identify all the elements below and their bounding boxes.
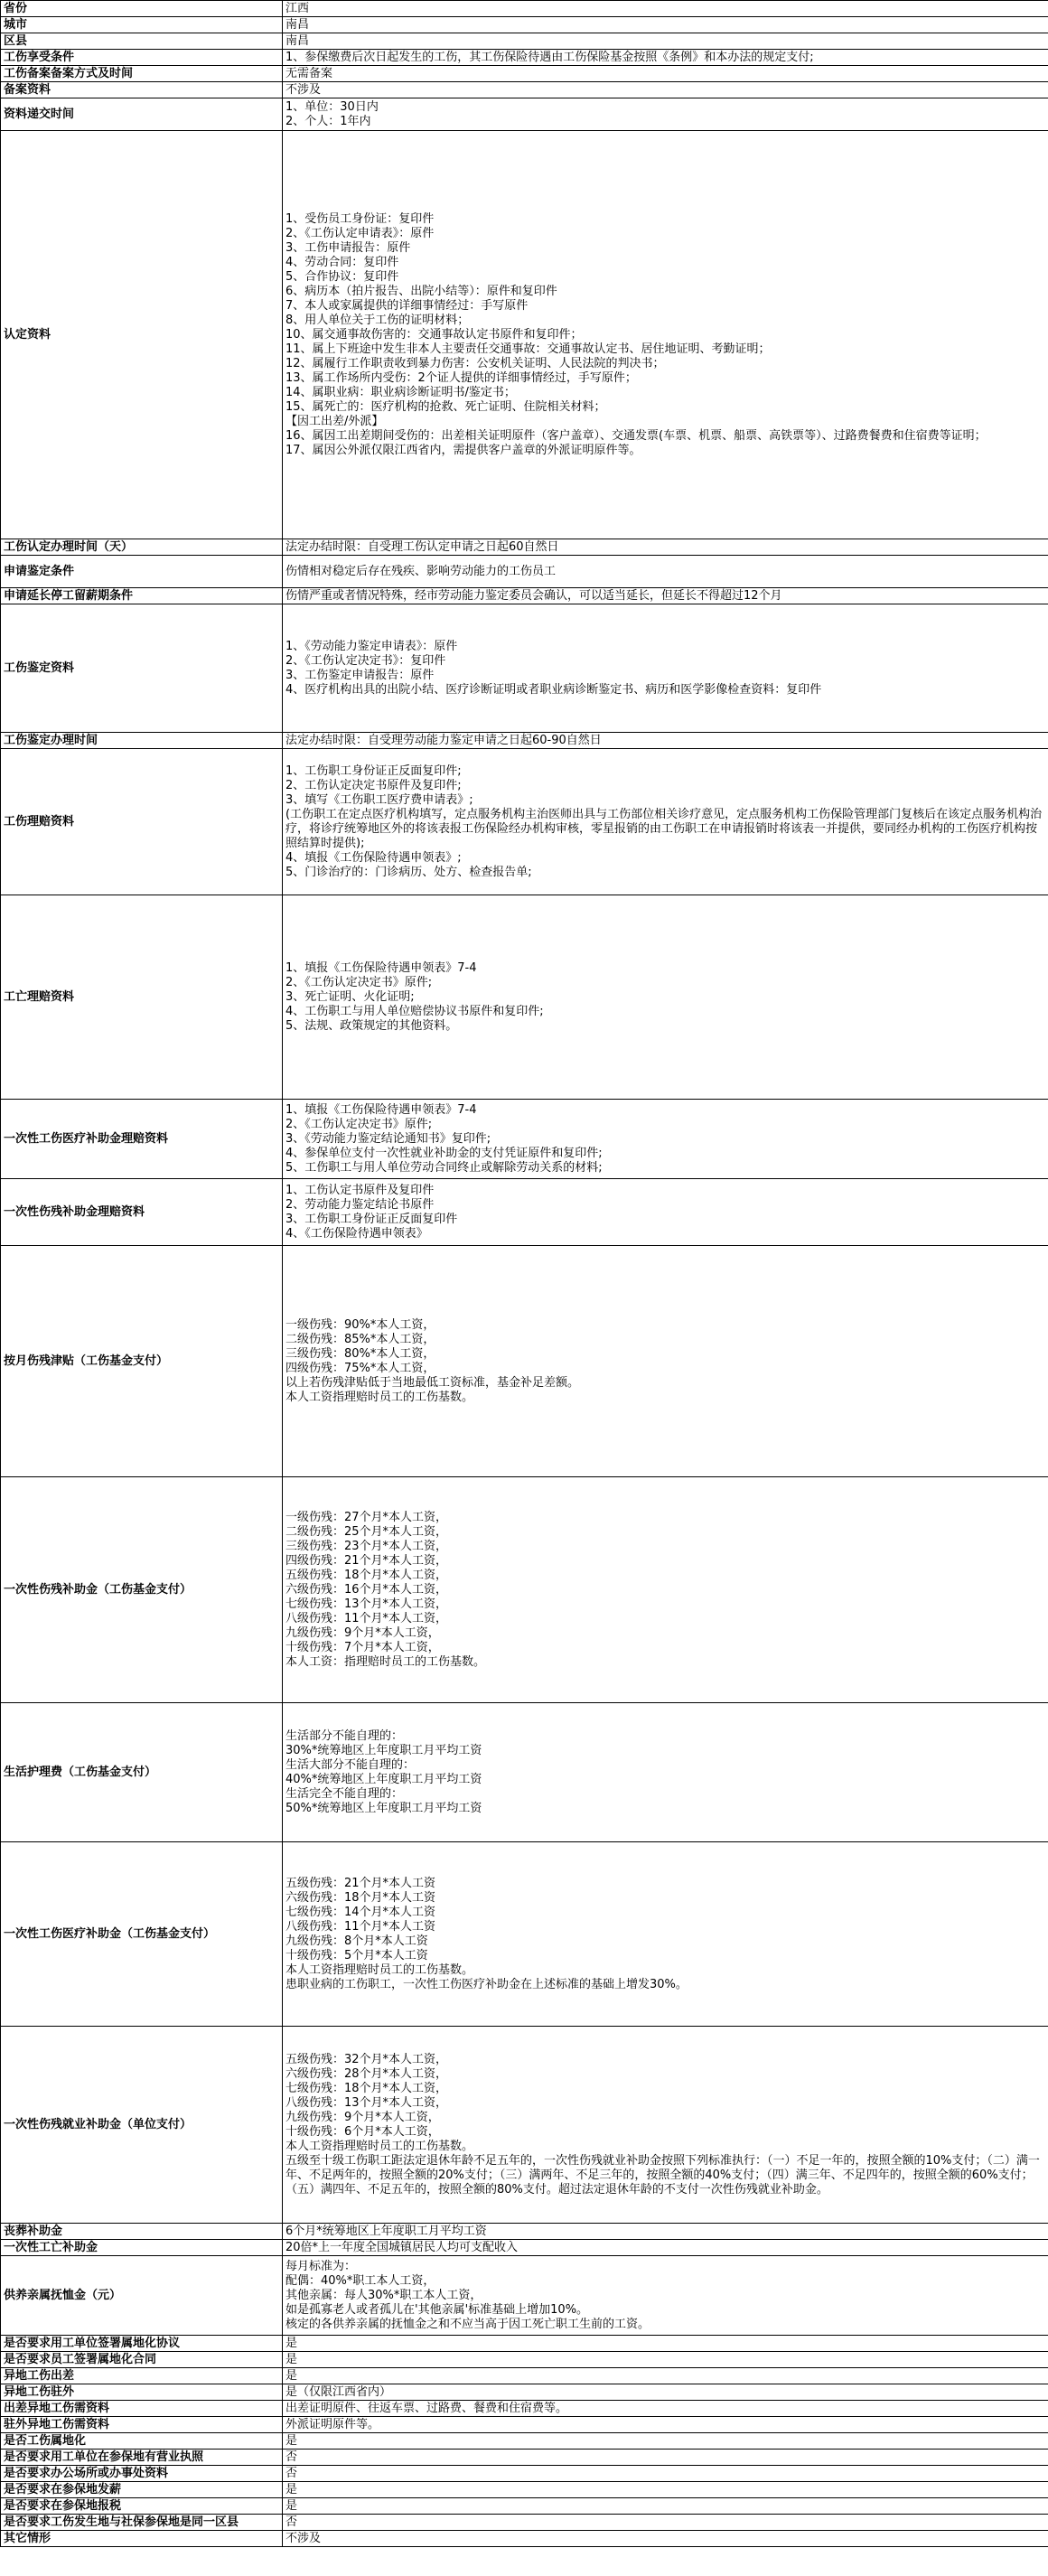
row-label: 是否要求员工签署属地化合同 bbox=[1, 2352, 283, 2368]
row-value: 法定办结时限：自受理劳动能力鉴定申请之日起60-90自然日 bbox=[283, 733, 1048, 749]
row-label: 供养亲属抚恤金（元） bbox=[1, 2256, 283, 2336]
row-label: 按月伤残津贴（工伤基金支付） bbox=[1, 1246, 283, 1477]
row-label: 认定资料 bbox=[1, 131, 283, 539]
row-label: 是否要求用工单位在参保地有营业执照 bbox=[1, 2450, 283, 2466]
row-value: 不涉及 bbox=[283, 2531, 1048, 2547]
row-value: 6个月*统筹地区上年度职工月平均工资 bbox=[283, 2224, 1048, 2240]
row-label: 一次性工伤医疗补助金（工伤基金支付） bbox=[1, 1842, 283, 2027]
table-row bbox=[1, 556, 1048, 588]
row-label: 工伤理赔资料 bbox=[1, 749, 283, 895]
row-label: 工伤鉴定办理时间 bbox=[1, 733, 283, 749]
row-value: 是 bbox=[283, 2368, 1048, 2384]
table-row bbox=[1, 1477, 1048, 1703]
row-value: 1、填报《工伤保险待遇申领表》7-4 2、《工伤认定决定书》原件; 3、死亡证明、火化证明; 4、工伤职工与用人单位赔偿协议书原件和复印件; 5、法规、政策规定的其他资料。 bbox=[283, 895, 1048, 1100]
table-row bbox=[1, 131, 1048, 539]
row-value: 1、工伤职工身份证正反面复印件; 2、工伤认定决定书原件及复印件; 3、填写《工伤职工医疗费申请表》; (工伤职工在定点医疗机构填写，定点服务机构主治医师出具与工伤部位相关诊疗意见，定点服务机构工伤保险管理部门复核后在该定点服务机构治疗，将诊疗统筹地区外的将该表报工伤保险经办机构审核，零星报销的由工伤职工在申请报销时将该表一并提供，要同经办机构的工伤医疗机构按照结算时提供); 4、填报《工伤保险待遇申领表》; 5、门诊治疗的：门诊病历、处方、检查报告单; bbox=[283, 749, 1048, 895]
table-row bbox=[1, 2224, 1048, 2240]
row-label: 是否要求用工单位签署属地化协议 bbox=[1, 2336, 283, 2352]
row-value: 一级伤残：90%*本人工资， 二级伤残：85%*本人工资， 三级伤残：80%*本人工资， 四级伤残：75%*本人工资， 以上若伤残津贴低于当地最低工资标准，基金补足差额。 本人工资指理赔时员工的工伤基数。 bbox=[283, 1246, 1048, 1477]
row-value: 是 bbox=[283, 2352, 1048, 2368]
table-row bbox=[1, 2531, 1048, 2547]
table-row bbox=[1, 98, 1048, 131]
row-value: 一级伤残：27个月*本人工资， 二级伤残：25个月*本人工资， 三级伤残：23个月*本人工资， 四级伤残：21个月*本人工资， 五级伤残：18个月*本人工资， 六级伤残：16个月*本人工资， 七级伤残：13个月*本人工资， 八级伤残：11个月*本人工资， 九级伤残：9个月*本人工资， 十级伤残：7个月*本人工资， 本人工资：指理赔时员工的工伤基数。 bbox=[283, 1477, 1048, 1703]
row-label: 一次性工亡补助金 bbox=[1, 2240, 283, 2256]
row-value: 五级伤残：21个月*本人工资 六级伤残：18个月*本人工资 七级伤残：14个月*本人工资 八级伤残：11个月*本人工资 九级伤残：8个月*本人工资 十级伤残：5个月*本人工资 本人工资指理赔时员工的工伤基数。 患职业病的工伤职工，一次性工伤医疗补助金在上述标准的基础上增发30%。 bbox=[283, 1842, 1048, 2027]
row-label: 工伤鉴定资料 bbox=[1, 604, 283, 733]
row-label: 驻外异地工伤需资料 bbox=[1, 2417, 283, 2433]
table-row bbox=[1, 1100, 1048, 1179]
row-label: 工伤备案备案方式及时间 bbox=[1, 66, 283, 82]
row-value: 生活部分不能自理的： 30%*统筹地区上年度职工月平均工资 生活大部分不能自理的： 40%*统筹地区上年度职工月平均工资 生活完全不能自理的： 50%*统筹地区上年度职工月平均工资 bbox=[283, 1703, 1048, 1842]
row-label: 异地工伤驻外 bbox=[1, 2384, 283, 2401]
row-value: 无需备案 bbox=[283, 66, 1048, 82]
table-row bbox=[1, 2256, 1048, 2336]
row-label: 是否要求工伤发生地与社保参保地是同一区县 bbox=[1, 2515, 283, 2531]
row-label: 申请鉴定条件 bbox=[1, 556, 283, 588]
row-value: 是 bbox=[283, 2433, 1048, 2450]
table-row bbox=[1, 604, 1048, 733]
table-row bbox=[1, 82, 1048, 98]
row-label: 是否要求在参保地发薪 bbox=[1, 2482, 283, 2498]
row-label: 其它情形 bbox=[1, 2531, 283, 2547]
row-label: 是否要求在参保地报税 bbox=[1, 2498, 283, 2515]
table-row bbox=[1, 2450, 1048, 2466]
row-value: 南昌 bbox=[283, 33, 1048, 50]
row-value: 出差证明原件、往返车票、过路费、餐费和住宿费等。 bbox=[283, 2401, 1048, 2417]
row-label: 一次性工伤医疗补助金理赔资料 bbox=[1, 1100, 283, 1179]
row-label: 申请延长停工留薪期条件 bbox=[1, 588, 283, 604]
row-label: 出差异地工伤需资料 bbox=[1, 2401, 283, 2417]
row-value: 是 bbox=[283, 2336, 1048, 2352]
table-row bbox=[1, 588, 1048, 604]
row-label: 生活护理费（工伤基金支付） bbox=[1, 1703, 283, 1842]
row-value: 1、单位：30日内 2、个人：1年内 bbox=[283, 98, 1048, 131]
row-value: 1、工伤认定书原件及复印件 2、劳动能力鉴定结论书原件 3、工伤职工身份证正反面复印件 4、《工伤保险待遇申领表》 bbox=[283, 1179, 1048, 1246]
row-value: 1、《劳动能力鉴定申请表》：原件 2、《工伤认定决定书》：复印件 3、工伤鉴定申请报告：原件 4、医疗机构出具的出院小结、医疗诊断证明或者职业病诊断鉴定书、病历和医学影像检查资料：复印件 bbox=[283, 604, 1048, 733]
table-row bbox=[1, 1842, 1048, 2027]
row-value: 是（仅限江西省内） bbox=[283, 2384, 1048, 2401]
row-value: 否 bbox=[283, 2466, 1048, 2482]
row-value: 20倍*上一年度全国城镇居民人均可支配收入 bbox=[283, 2240, 1048, 2256]
table-row bbox=[1, 2482, 1048, 2498]
row-value: 江西 bbox=[283, 1, 1048, 17]
row-value: 外派证明原件等。 bbox=[283, 2417, 1048, 2433]
table-row bbox=[1, 895, 1048, 1100]
row-value: 是 bbox=[283, 2498, 1048, 2515]
table-row bbox=[1, 2336, 1048, 2352]
row-value: 1、参保缴费后次日起发生的工伤，其工伤保险待遇由工伤保险基金按照《条例》和本办法的规定支付; bbox=[283, 50, 1048, 66]
row-value: 南昌 bbox=[283, 17, 1048, 33]
table-row bbox=[1, 2417, 1048, 2433]
row-value: 否 bbox=[283, 2515, 1048, 2531]
row-label: 城市 bbox=[1, 17, 283, 33]
row-value: 1、填报《工伤保险待遇申领表》7-4 2、《工伤认定决定书》原件; 3、《劳动能力鉴定结论通知书》复印件; 4、参保单位支付一次性就业补助金的支付凭证原件和复印件; 5、工伤职工与用人单位劳动合同终止或解除劳动关系的材料; bbox=[283, 1100, 1048, 1179]
table-row bbox=[1, 2027, 1048, 2224]
table-row bbox=[1, 66, 1048, 82]
table-row bbox=[1, 2368, 1048, 2384]
row-label: 工伤认定办理时间（天） bbox=[1, 539, 283, 556]
table-row bbox=[1, 539, 1048, 556]
table-row bbox=[1, 2384, 1048, 2401]
table-row bbox=[1, 733, 1048, 749]
row-value: 否 bbox=[283, 2450, 1048, 2466]
row-label: 区县 bbox=[1, 33, 283, 50]
row-label: 异地工伤出差 bbox=[1, 2368, 283, 2384]
table-row bbox=[1, 50, 1048, 66]
table-row bbox=[1, 2433, 1048, 2450]
info-table-body bbox=[1, 1, 1048, 2547]
row-label: 是否要求办公场所或办事处资料 bbox=[1, 2466, 283, 2482]
table-row bbox=[1, 1179, 1048, 1246]
row-label: 资料递交时间 bbox=[1, 98, 283, 131]
row-label: 一次性伤残补助金理赔资料 bbox=[1, 1179, 283, 1246]
row-label: 是否工伤属地化 bbox=[1, 2433, 283, 2450]
row-value: 伤情相对稳定后存在残疾、影响劳动能力的工伤员工 bbox=[283, 556, 1048, 588]
row-value: 伤情严重或者情况特殊，经市劳动能力鉴定委员会确认，可以适当延长，但延长不得超过12个月 bbox=[283, 588, 1048, 604]
table-row bbox=[1, 1246, 1048, 1477]
table-row bbox=[1, 2352, 1048, 2368]
table-row bbox=[1, 2240, 1048, 2256]
table-row bbox=[1, 1, 1048, 17]
table-row bbox=[1, 2466, 1048, 2482]
table-row bbox=[1, 2498, 1048, 2515]
table-row bbox=[1, 749, 1048, 895]
row-value: 是 bbox=[283, 2482, 1048, 2498]
row-label: 工伤享受条件 bbox=[1, 50, 283, 66]
row-label: 省份 bbox=[1, 1, 283, 17]
table-row bbox=[1, 17, 1048, 33]
row-label: 一次性伤残补助金（工伤基金支付） bbox=[1, 1477, 283, 1703]
row-value: 不涉及 bbox=[283, 82, 1048, 98]
row-label: 一次性伤残就业补助金（单位支付） bbox=[1, 2027, 283, 2224]
table-row bbox=[1, 2401, 1048, 2417]
row-label: 备案资料 bbox=[1, 82, 283, 98]
row-value: 法定办结时限：自受理工伤认定申请之日起60自然日 bbox=[283, 539, 1048, 556]
table-row bbox=[1, 1703, 1048, 1842]
row-label: 工亡理赔资料 bbox=[1, 895, 283, 1100]
table-row bbox=[1, 33, 1048, 50]
table-row bbox=[1, 2515, 1048, 2531]
row-label: 丧葬补助金 bbox=[1, 2224, 283, 2240]
row-value: 每月标准为： 配偶：40%*职工本人工资， 其他亲属：每人30%*职工本人工资， 如是孤寡老人或者孤儿在'其他亲属'标准基础上增加10%。 核定的各供养亲属的抚恤金之和不应当高于因工死亡职工生前的工资。 bbox=[283, 2256, 1048, 2336]
row-value: 五级伤残：32个月*本人工资， 六级伤残：28个月*本人工资， 七级伤残：18个月*本人工资， 八级伤残：13个月*本人工资， 九级伤残：9个月*本人工资， 十级伤残：6个月*本人工资， 本人工资指理赔时员工的工伤基数。 五级至十级工伤职工距法定退休年龄不足五年的，一次性伤残就业补助金按照下列标准执行：（一）不足一年的，按照全额的10%支付；（二）满一年、不足两年的，按照全额的20%支付；（三）满两年、不足三年的，按照全额的40%支付；（四）满三年、不足四年的，按照全额的60%支付；（五）满四年、不足五年的，按照全额的80%支付。超过法定退休年龄的不支付一次性伤残就业补助金。 bbox=[283, 2027, 1048, 2224]
row-value: 1、受伤员工身份证：复印件 2、《工伤认定申请表》：原件 3、工伤申请报告：原件 4、劳动合同：复印件 5、合作协议：复印件 6、病历本（拍片报告、出院小结等）：原件和复印件 7、本人或家属提供的详细事情经过：手写原件 8、用人单位关于工伤的证明材料； 10、属交通事故伤害的：交通事故认定书原件和复印件； 11、属上下班途中发生非本人主要责任交通事故：交通事故认定书、居住地证明、考勤证明； 12、属履行工作职责收到暴力伤害：公安机关证明、人民法院的判决书； 13、属工作场所内受伤：2个证人提供的详细事情经过，手写原件； 14、属职业病：职业病诊断证明书/鉴定书； 15、属死亡的：医疗机构的抢救、死亡证明、住院相关材料； 【因工出差/外派】 16、属因工出差期间受伤的：出差相关证明原件（客户盖章）、交通发票(车票、机票、船票、高铁票等）、过路费餐费和住宿费等证明； 17、属因公外派仅限江西省内，需提供客户盖章的外派证明原件等。 bbox=[283, 131, 1048, 539]
